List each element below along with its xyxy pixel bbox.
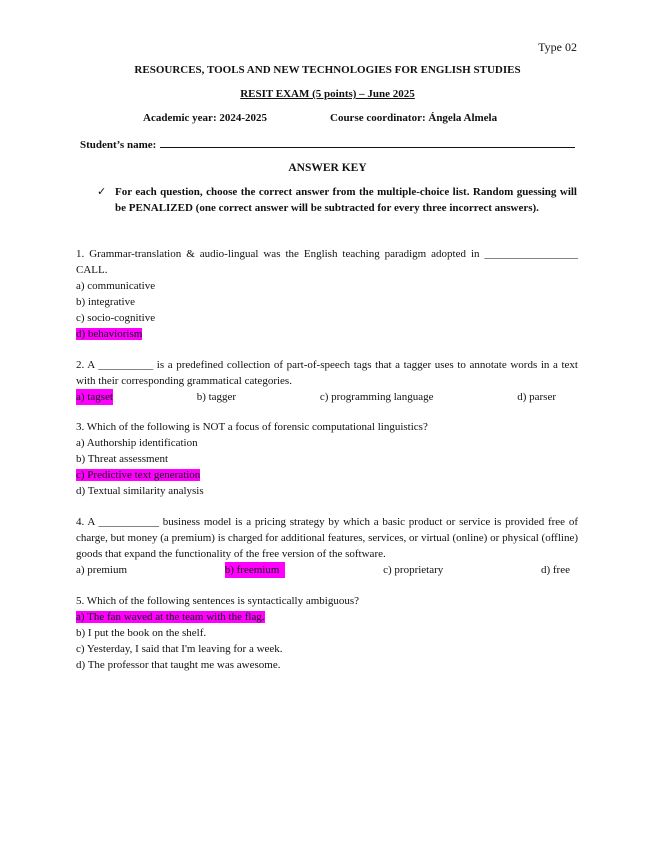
option-a: a) communicative [76,280,156,292]
options-row [76,562,578,578]
option-d-correct: d) behaviorism [76,328,143,340]
question-stem: 2. A __________ is a predefined collection of part-of-speech tags that a tagger uses to annotate words in a text with their corresponding grammatical categories. [76,359,578,387]
question-2 [76,357,578,405]
option-b: b) tagger [196,391,237,403]
option-a-correct: a) The fan waved at the team with the flag. [76,611,265,623]
question-stem: 3. Which of the following is NOT a focus of forensic computational linguistics? [76,421,428,433]
option-c: c) programming language [319,391,434,403]
question-3 [76,419,578,499]
option-d: d) free [540,564,570,576]
question-stem: 4. A ___________ business model is a pricing strategy by which a basic product or service is provided free of charge, but money (a premium) is charged for additional features, services, or virtual (online) or physical (offline) goods that expand the functionality of the free version of the software. [76,516,578,560]
option-c: c) socio-cognitive [76,312,156,324]
option-a: a) premium [76,564,128,576]
question-stem: 1. Grammar-translation & audio-lingual was the English teaching paradigm adopted in _________________ CALL. [76,248,578,276]
question-stem: 5. Which of the following sentences is syntactically ambiguous? [76,595,359,607]
course-coordinator: Course coordinator: Ángela Almela [330,112,498,124]
instructions [97,184,577,216]
answer-key-title: ANSWER KEY [288,162,367,174]
type-label: Type 02 [538,40,577,54]
instruction-text: For each question, choose the correct answer from the multiple-choice list. Random guessing will be PENALIZED (one correct answer will be subtracted for every three incorrect answers). [115,186,577,214]
question-4 [76,514,578,578]
options-row [76,389,578,405]
student-name-line [160,138,575,148]
option-b: b) I put the book on the shelf. [76,627,207,639]
course-title: RESOURCES, TOOLS AND NEW TECHNOLOGIES FOR ENGLISH STUDIES [134,64,521,76]
option-d: d) The professor that taught me was awesome. [76,659,281,671]
option-b: b) Threat assessment [76,453,169,465]
student-name-label: Student’s name: [80,139,157,151]
option-c: c) proprietary [383,564,444,576]
exam-title: RESIT EXAM (5 points) – June 2025 [240,88,415,100]
option-d: d) Textual similarity analysis [76,485,204,497]
checkmark-icon: ✓ [97,186,107,198]
academic-year: Academic year: 2024-2025 [143,112,268,124]
question-1 [76,246,578,342]
option-b: b) integrative [76,296,135,308]
option-c: c) Yesterday, I said that I'm leaving for a week. [76,643,283,655]
option-b-correct: b) freemium [225,562,286,578]
option-d: d) parser [517,391,556,403]
option-a-correct: a) tagset [76,391,113,403]
option-c-correct: c) Predictive text generation [76,469,201,481]
question-5 [76,593,578,673]
student-name-field [80,138,575,151]
option-a: a) Authorship identification [76,437,198,449]
